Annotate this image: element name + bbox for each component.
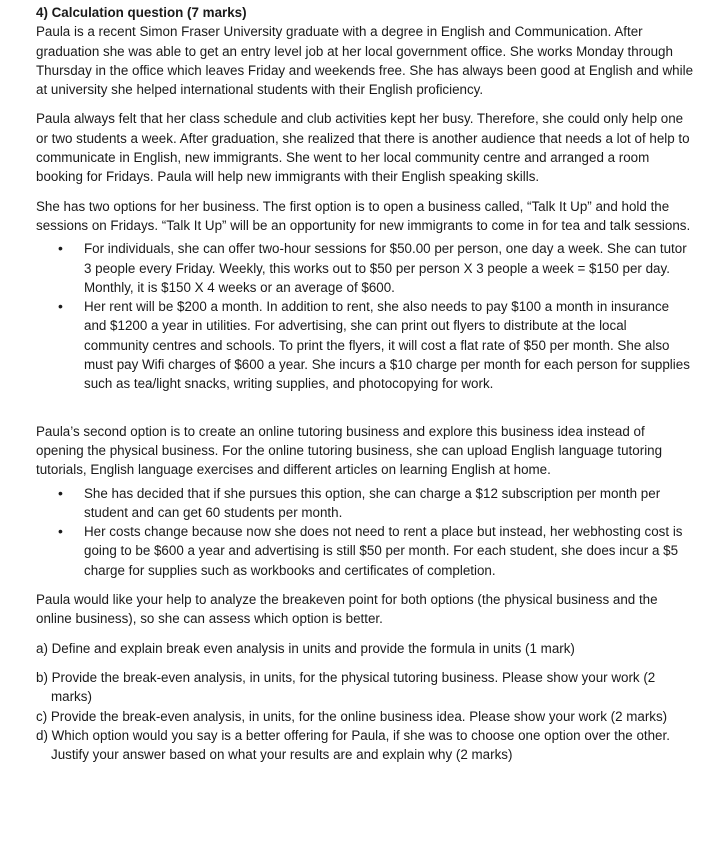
- background-paragraph: Paula always felt that her class schedule and club activities kept her busy. Therefore, she could only help one or two students a week. After graduation, she realized that there is another audience that needs a lot of help to communicate in English, new immigrants. She went to her local community centre and arranged a room booking for Fridays. Paula will help new immigrants with their English speaking skills.: [36, 111, 690, 185]
- option2-bullet-list: [36, 484, 694, 580]
- option2-costs-bullet: • Her costs change because now she does not need to rent a place but instead, her webhosting cost is going to be $600 a year and advertising is still $50 per month. For each student, she does incur a $5 charge for supplies such as workbooks and certificates of completion.: [84, 522, 694, 580]
- option1-bullet-list: [36, 239, 694, 393]
- question-d: d) Which option would you say is a better offering for Paula, if she was to choose one option over the other. Justify your answer based on what your results are and explain why (2 marks): [36, 727, 670, 763]
- question-b: b) Provide the break-even analysis, in units, for the physical tutoring business. Please show your work (2 marks): [36, 669, 656, 705]
- options-paragraph: She has two options for her business. The first option is to open a business called, “Talk It Up” and hold the sessions on Fridays. “Talk It Up” will be an opportunity for new immigrants to come in for tea and talk sessions.: [36, 198, 691, 233]
- request-paragraph: Paula would like your help to analyze the breakeven point for both options (the physical business and the online business), so she can assess which option is better.: [36, 592, 658, 627]
- option1-costs-bullet: • Her rent will be $200 a month. In addition to rent, she also needs to pay $100 a month in insurance and $1200 a year in utilities. For advertising, she can print out flyers to distribute at the local community centres and schools. To print the flyers, it will cost a flat rate of $50 per month. She also must pay Wifi charges of $600 a year. She incurs a $10 charge per month for each person for supplies such as tea/light snacks, writing supplies, and photocopying for work.: [84, 297, 694, 393]
- option2-paragraph: Paula’s second option is to create an online tutoring business and explore this business idea instead of opening the physical business. For the online tutoring business, she can upload English language tutoring tutorials, English language exercises and different articles on learning English at home.: [36, 423, 663, 478]
- option1-revenue-bullet: • For individuals, she can offer two-hour sessions for $50.00 per person, one day a week. She can tutor 3 people every Friday. Weekly, this works out to $50 per person X 3 people a week = $150 per day. Monthly, it is $150 X 4 weeks or an average of $600.: [84, 239, 694, 297]
- intro-paragraph: Paula is a recent Simon Fraser University graduate with a degree in English and Communication. After graduation she was able to get an entry level job at her local government office. She works Monday through Thursday in the office which leaves Friday and weekends free. She has always been good at English and while at university she helped international students with their English proficiency.: [36, 24, 694, 98]
- question-heading: 4) Calculation question (7 marks): [36, 5, 247, 20]
- question-a: a) Define and explain break even analysis in units and provide the formula in units (1 mark): [36, 640, 575, 656]
- question-c: c) Provide the break-even analysis, in units, for the online business idea. Please show your work (2 marks): [36, 708, 668, 724]
- option2-revenue-bullet: • She has decided that if she pursues this option, she can charge a $12 subscription per month per student and can get 60 students per month.: [84, 484, 694, 523]
